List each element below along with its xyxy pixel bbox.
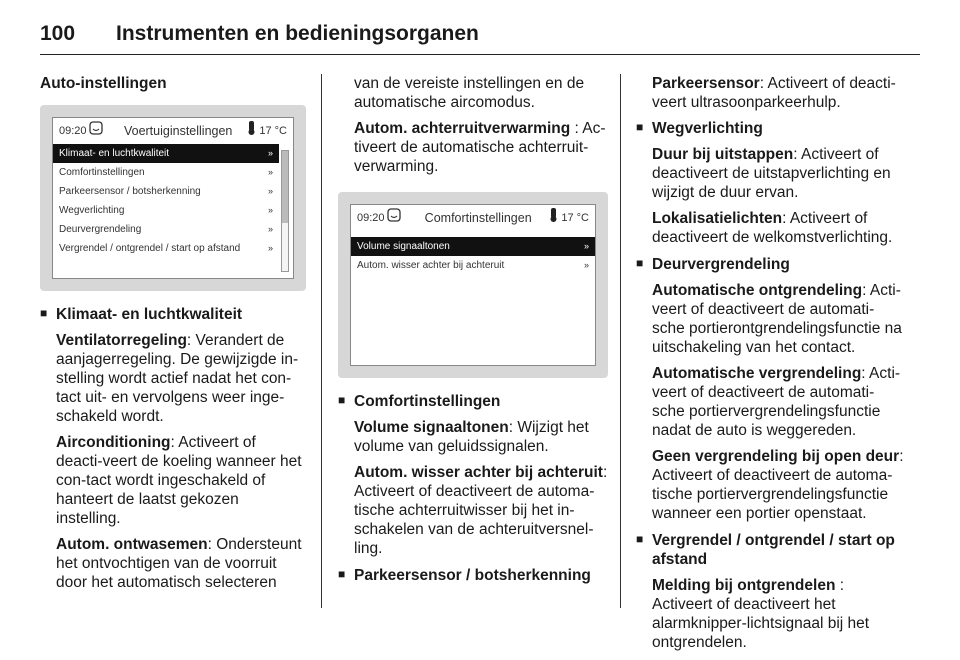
list-item-comfort: [338, 392, 608, 558]
temperature-value: 17 °C: [259, 124, 287, 137]
temperature-value: 17 °C: [561, 211, 589, 224]
chevron-right-icon: »: [267, 186, 273, 196]
page-title: Instrumenten en bedieningsorganen: [116, 22, 479, 45]
list-item-lighting: [636, 119, 906, 247]
page-number: 100: [40, 22, 76, 45]
display-screen: [350, 204, 596, 366]
paragraph: Melding bij ontgrendelen : Activeert of deactiveert het alarmknipper-lichtsignaal bij het ontgrendelen.: [652, 577, 870, 651]
display-temperature: [247, 121, 287, 142]
column-1: [40, 74, 306, 600]
chevron-right-icon: »: [267, 224, 273, 234]
paragraph: Autom. ontwasemen: Ondersteunt het ontvochtigen van de voorruit door het automatisch selecteren: [56, 536, 302, 591]
bullet-heading: ■ Wegverlichting: [652, 119, 906, 138]
display-header: [351, 205, 595, 231]
smiley-icon: [89, 121, 103, 142]
display-screen: [52, 117, 294, 279]
bullet-heading: ■ Parkeersensor / botsherkenning: [354, 566, 608, 585]
section-title: Auto-instellingen: [40, 75, 167, 92]
paragraph-continued: van de vereiste instellingen en de automatische aircomodus.: [354, 75, 585, 111]
display-time: 09:20: [357, 211, 385, 224]
screenshot-comfort-settings: [338, 192, 608, 378]
chevron-right-icon: »: [267, 243, 273, 253]
paragraph: Lokalisatielichten: Activeert of deactiveert de welkomstverlichting.: [652, 210, 893, 246]
display-menu-title: Voertuiginstellingen: [123, 123, 233, 138]
paragraph: Volume signaaltonen: Wijzigt het volume van geluidssignalen.: [354, 419, 589, 455]
bullet-heading: ■ Deurvergrendeling: [652, 255, 906, 274]
display-row[interactable]: Volume signaaltonen »: [351, 237, 595, 256]
display-header: [53, 118, 293, 144]
display-row[interactable]: Klimaat- en luchtkwaliteit »: [53, 144, 279, 163]
chevron-right-icon: »: [267, 167, 273, 177]
paragraph: Ventilatorregeling: Verandert de aanjagerregeling. De gewijzigde in-stelling wordt actief nadat het con-tact uit- en vervolgens weer inge-schakeld wordt.: [56, 332, 299, 425]
page-header: [40, 14, 920, 55]
display-row[interactable]: Vergrendel / ontgrendel / start op afstand »: [53, 239, 279, 258]
paragraph: Autom. wisser achter bij achteruit: Activeert of deactiveert de automa-tische achterruitwisser bij het in-schakelen van de achteruitversnel-ling.: [354, 464, 608, 557]
display-temperature: [549, 208, 589, 229]
chevron-right-icon: »: [583, 241, 589, 251]
column-divider: [321, 74, 322, 608]
paragraph: Parkeersensor: Activeert of deacti-veert ultrasoonparkeerhulp.: [652, 75, 896, 111]
chevron-right-icon: »: [267, 148, 273, 158]
thermometer-icon: [549, 208, 558, 229]
display-row[interactable]: Parkeersensor / botsherkenning »: [53, 182, 279, 201]
display-row[interactable]: Deurvergrendeling »: [53, 220, 279, 239]
column-3: [636, 74, 906, 660]
paragraph: Airconditioning: Activeert of deacti-veert de koeling wanneer het con-tact wordt ingeschakeld of hanteert de laatst gekozen instelling.: [56, 434, 302, 527]
thermometer-icon: [247, 121, 256, 142]
chevron-right-icon: »: [583, 260, 589, 270]
chevron-right-icon: »: [267, 205, 273, 215]
paragraph: Automatische ontgrendeling: Acti-veert of deactiveert de automati-sche portierontgrendelingsfunctie na uitschakeling van het contact.: [652, 282, 902, 356]
bullet-heading: ■ Klimaat- en luchtkwaliteit: [56, 305, 306, 324]
display-scrollbar: [281, 150, 289, 272]
paragraph: Automatische vergrendeling: Acti-veert of deactiveert de automati-sche portiervergrendelingsfunctie nadat de auto is weggereden.: [652, 365, 901, 439]
list-item-parking: [338, 566, 608, 585]
bullet-heading: ■ Comfortinstellingen: [354, 392, 608, 411]
display-time: 09:20: [59, 124, 87, 137]
paragraph: Duur bij uitstappen: Activeert of deactiveert de uitstapverlichting en wijzigt de duur ervan.: [652, 146, 891, 201]
screenshot-vehicle-settings: [40, 105, 306, 291]
display-row[interactable]: Wegverlichting »: [53, 201, 279, 220]
smiley-icon: [387, 208, 401, 229]
paragraph: Geen vergrendeling bij open deur: Activeert of deactiveert de automa-tische portiervergrendelingsfunctie wanneer een portier openstaat.: [652, 448, 904, 522]
display-menu-title: Comfortinstellingen: [424, 210, 532, 225]
paragraph: Autom. achterruitverwarming : Ac-tiveert de automatische achterruit-verwarming.: [354, 120, 606, 175]
list-item-remote: [636, 531, 906, 652]
list-item-climate: [40, 305, 306, 592]
display-row[interactable]: Comfortinstellingen »: [53, 163, 279, 182]
bullet-heading: ■ Vergrendel / ontgrendel / start op afstand: [652, 531, 906, 569]
column-divider: [620, 74, 621, 608]
list-item-door-lock: [636, 255, 906, 523]
column-2: [338, 74, 608, 593]
display-row[interactable]: Autom. wisser achter bij achteruit »: [351, 256, 595, 275]
